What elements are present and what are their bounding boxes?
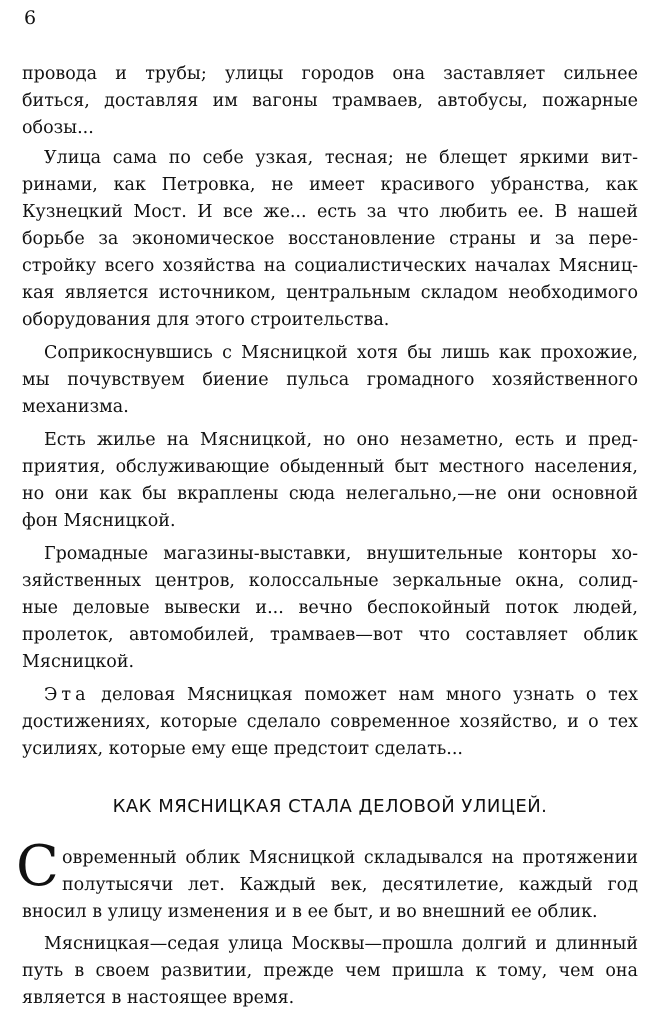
section-heading: КАК МЯСНИЦКАЯ СТАЛА ДЕЛОВОЙ УЛИЦЕЙ.: [112, 796, 548, 817]
text-line: путь в своем развитии, прежде чем пришла к тому, чем она: [22, 961, 638, 981]
text-line: достижениях, которые сделало современное хозяйство, и о тех: [22, 712, 638, 732]
text-line: пролеток, автомобилей, трамваев—вот что составляет облик: [22, 625, 638, 645]
text-line: механизма.: [22, 397, 129, 417]
text-line: Соприкоснувшись с Мясницкой хотя бы лишь как прохожие,: [44, 343, 638, 363]
text-line: вносил в улицу изменения и в ее быт, и во внешний ее облик.: [22, 902, 598, 922]
text-line: Есть жилье на Мясницкой, но оно незаметно, есть и пред-: [44, 430, 638, 450]
text-line: [44, 682, 638, 708]
text-line: обозы...: [22, 118, 94, 138]
text-line: является в настоящее время.: [22, 988, 295, 1008]
text-line: борьбе за экономическое восстановление страны и за пере-: [22, 229, 638, 249]
text-line: фон Мясницкой.: [22, 511, 176, 531]
text-line: мы почувствуем биение пульса громадного хозяйственного: [22, 370, 638, 390]
spaced-word: Эта: [44, 685, 90, 705]
text-line: зяйственных центров, колоссальные зеркальные окна, солид-: [22, 571, 638, 591]
text-line: усилиях, которые ему еще предстоит сделать...: [22, 739, 463, 759]
text-line: но они как бы вкраплены сюда нелегально,—не они основной: [22, 484, 638, 504]
text-line: провода и трубы; улицы городов она заставляет сильнее: [22, 64, 638, 84]
drop-cap: С: [16, 834, 59, 899]
text-line: Улица сама по себе узкая, тесная; не блещет яркими вит-: [44, 148, 638, 168]
text-line: стройку всего хозяйства на социалистических началах Мясниц-: [22, 256, 638, 276]
text-line: Громадные магазины-выставки, внушительные конторы хо-: [44, 544, 638, 564]
text-line: полутысячи лет. Каждый век, десятилетие, каждый год: [62, 875, 638, 895]
text-line: ные деловые вывески и... вечно беспокойный поток людей,: [22, 598, 638, 618]
text-line: Кузнецкий Мост. И все же... есть за что любить ее. В нашей: [22, 202, 638, 222]
text-line: приятия, обслуживающие обыденный быт местного населения,: [22, 457, 638, 477]
text-line: биться, доставляя им вагоны трамваев, автобусы, пожарные: [22, 91, 638, 111]
text-line: ринами, как Петровка, не имеет красивого убранства, как: [22, 175, 638, 195]
text-line: Мясницкой.: [22, 652, 135, 672]
text-line: Мясницкая—седая улица Москвы—прошла долгий и длинный: [44, 934, 638, 954]
line-rest: деловая Мясницкая поможет нам много узнать о тех: [89, 685, 638, 705]
text-line: овременный облик Мясницкой складывался на протяжении: [62, 848, 638, 868]
text-line: кая является источником, центральным складом необходимого: [22, 283, 638, 303]
page-number: 6: [24, 7, 37, 29]
text-line: оборудования для этого строительства.: [22, 310, 390, 330]
